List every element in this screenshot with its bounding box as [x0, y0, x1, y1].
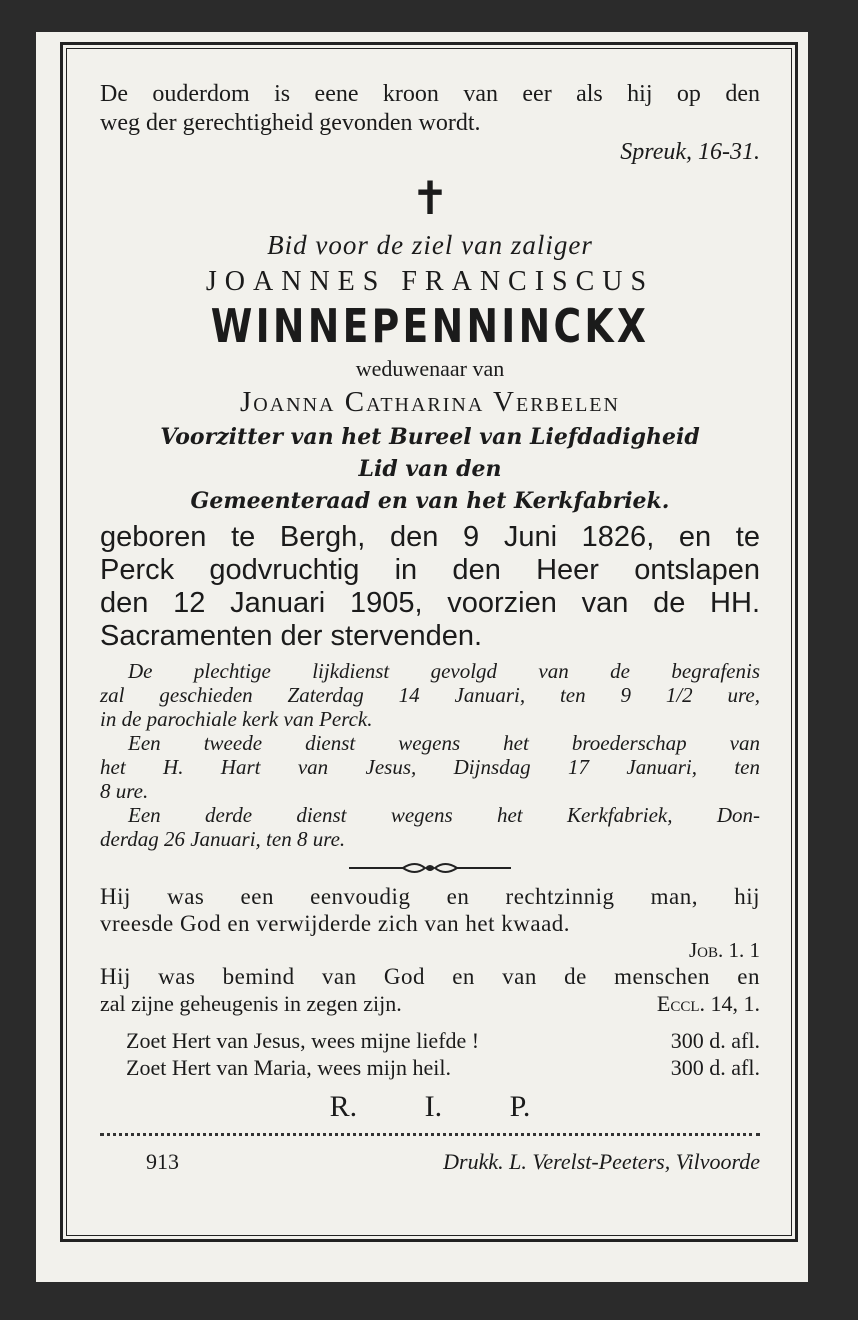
verse-2-line-1: Hij was bemind van God en van de menschen en	[100, 964, 760, 989]
bio-line-1: geboren te Bergh, den 9 Juni 1826, en te	[100, 521, 760, 553]
dotted-rule	[100, 1133, 760, 1136]
bio-line-3: den 12 Januari 1905, voorzien van de HH.	[100, 587, 760, 619]
verse-1-source: Job. 1. 1	[688, 938, 760, 962]
verse-2-line-2-row	[100, 990, 760, 1017]
indulgence-text: Zoet Hert van Maria, wees mijn heil.	[126, 1055, 452, 1080]
spouse-label: weduwenaar van	[355, 356, 505, 381]
indulgences	[100, 1027, 760, 1081]
motto-source: Spreuk, 16-31.	[620, 139, 760, 165]
verse-2-line-2: zal zijne geheugenis in zegen zijn.	[100, 991, 402, 1016]
funeral-p1-line-1: De plechtige lijkdienst gevolgd van de begrafenis	[128, 659, 760, 683]
funeral-p2-line-3: 8 ure.	[100, 779, 149, 803]
printer-row	[100, 1148, 760, 1176]
indulgence-row	[100, 1054, 760, 1081]
motto	[100, 80, 760, 167]
bio-line-4: Sacramenten der stervenden.	[100, 620, 483, 652]
funeral-p3-line-2: derdag 26 Januari, ten 8 ure.	[100, 827, 346, 851]
indulgence-days: 300 d. afl.	[670, 1055, 760, 1080]
print-number: 913	[146, 1149, 179, 1174]
office-line-2: Lid van den	[358, 456, 502, 482]
indulgence-row	[100, 1027, 760, 1054]
verse-2-source: Eccl. 14, 1.	[656, 991, 760, 1016]
indulgence-text: Zoet Hert van Jesus, wees mijne liefde !	[126, 1028, 480, 1053]
motto-line-2: weg der gerechtigheid gevonden wordt.	[100, 110, 481, 136]
deceased-first-names: JOANNES FRANCISCUS	[205, 266, 655, 297]
biography	[100, 521, 760, 653]
funeral-p1-line-2: zal geschieden Zaterdag 14 Januari, ten 9 1/2 ure,	[100, 683, 760, 707]
office-line-3: Gemeenteraad en van het Kerkfabriek.	[190, 488, 670, 514]
funeral-p2-line-2: het H. Hart van Jesus, Dijnsdag 17 Januari, ten	[100, 755, 760, 779]
verse-1-line-1: Hij was een eenvoudig en rechtzinnig man, hij	[100, 884, 760, 909]
printer-name: Drukk. L. Verelst-Peeters, Vilvoorde	[443, 1149, 760, 1174]
motto-line-1: De ouderdom is eene kroon van eer als hij op den	[100, 81, 760, 107]
ornament-divider-icon	[345, 859, 515, 877]
spouse-name: Joanna Catharina Verbelen	[240, 386, 620, 418]
bio-line-2: Perck godvruchtig in den Heer ontslapen	[100, 554, 760, 586]
funeral-p2-line-1: Een tweede dienst wegens het broederschap van	[128, 731, 760, 755]
funeral-p1-line-3: in de parochiale kerk van Perck.	[100, 707, 373, 731]
cross-icon: ✝	[410, 173, 450, 224]
funeral-notice	[100, 659, 760, 851]
indulgence-days: 300 d. afl.	[670, 1028, 760, 1053]
card-content	[100, 80, 760, 1176]
verse-1-line-2: vreesde God en verwijderde zich van het kwaad.	[100, 911, 571, 936]
rip-text: R. I. P.	[329, 1090, 531, 1123]
bible-verses	[100, 883, 760, 1017]
office-line-1: Voorzitter van het Bureel van Liefdadigheid	[160, 424, 700, 450]
prayer-line: Bid voor de ziel van zaliger	[267, 230, 593, 260]
funeral-p3-line-1: Een derde dienst wegens het Kerkfabriek, Don-	[128, 803, 760, 827]
deceased-surname: WINNEPENNINCKX	[210, 299, 650, 353]
